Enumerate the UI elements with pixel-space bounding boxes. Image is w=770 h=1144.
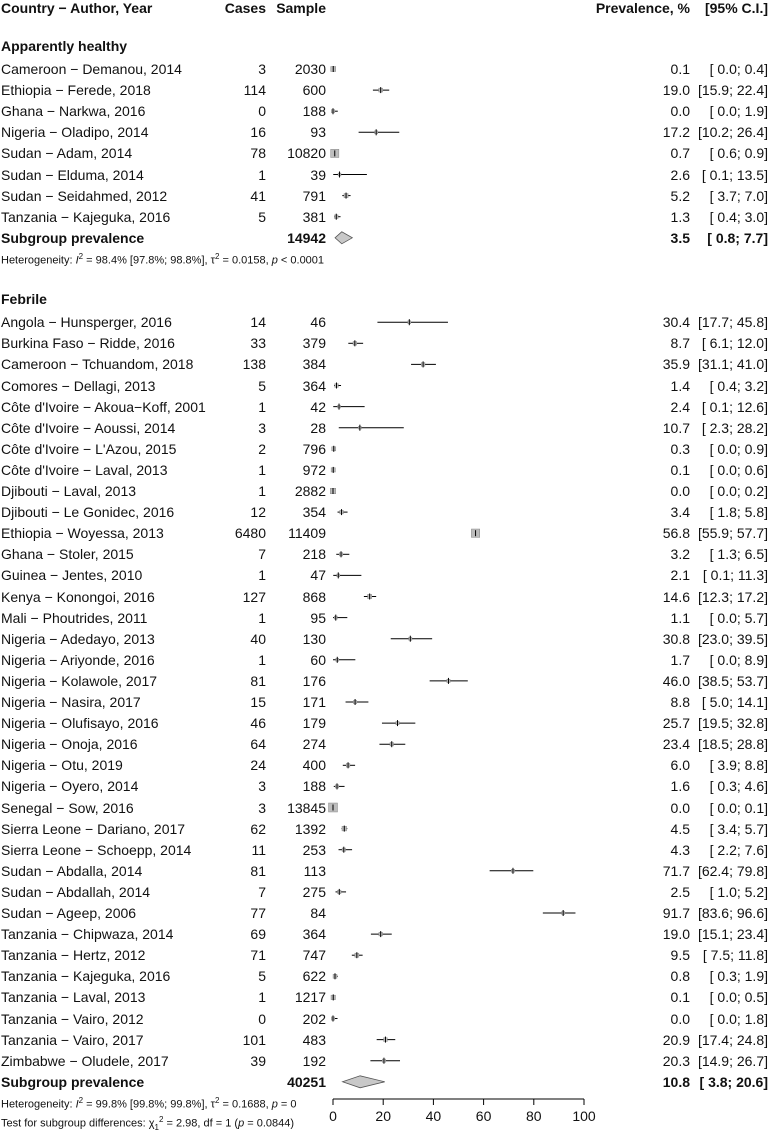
cases-value: 1	[258, 166, 266, 183]
study-label: Tanzania − Vairo, 2017	[1, 1031, 144, 1048]
x-tick-label: 20	[375, 1108, 391, 1124]
cases-value: 40	[250, 630, 266, 647]
x-tick-label: 40	[425, 1108, 442, 1124]
ci-value: [55.9; 57.7]	[697, 525, 768, 542]
ci-value: [15.1; 23.4]	[697, 926, 768, 943]
subgroup-diamond	[343, 1076, 385, 1088]
prevalence-value: 0.1	[670, 461, 690, 478]
study-label: Djibouti − Laval, 2013	[1, 483, 137, 499]
study-label: Côte d'Ivoire − Laval, 2013	[1, 461, 168, 478]
sample-value: 364	[302, 377, 326, 394]
sample-value: 176	[302, 672, 326, 689]
cases-value: 7	[258, 883, 266, 900]
prevalence-value: 1.7	[670, 651, 690, 668]
study-label: Ethiopia − Ferede, 2018	[1, 82, 151, 99]
study-label: Tanzania − Kajeguka, 2016	[1, 208, 171, 225]
cases-value: 1	[258, 483, 266, 499]
study-label: Nigeria − Adedayo, 2013	[1, 630, 155, 647]
study-label: Tanzania − Hertz, 2012	[1, 947, 146, 964]
ci-value: [ 1.3; 6.5]	[709, 546, 768, 563]
prevalence-value: 0.0	[670, 1010, 690, 1027]
subgroup-test-text: Test for subgroup differences: $\chi_1^2 = 2.98$, df = 1 (p = 0.0844)	[1, 1115, 295, 1132]
ci-value: [ 7.5; 11.8]	[702, 947, 768, 964]
cases-value: 33	[250, 335, 266, 352]
study-label: Côte d'Ivoire − Akoua−Koff, 2001	[1, 398, 206, 415]
prevalence-value: 2.5	[670, 883, 690, 900]
ci-value: [23.0; 39.5]	[697, 630, 768, 647]
study-label: Tanzania − Laval, 2013	[1, 989, 146, 1006]
study-label: Guinea − Jentes, 2010	[1, 567, 143, 584]
prevalence-value: 0.8	[670, 968, 690, 985]
prevalence-value: 1.1	[670, 609, 690, 626]
study-label: Tanzania − Chipwaza, 2014	[1, 926, 174, 943]
study-label: Sudan − Ageep, 2006	[1, 905, 137, 921]
subgroup-ci: [ 3.8; 20.6]	[699, 1073, 768, 1090]
ci-value: [19.5; 32.8]	[697, 715, 768, 732]
sample-value: 400	[302, 757, 326, 774]
ci-value: [ 0.0; 8.9]	[709, 651, 768, 668]
cases-value: 1	[258, 609, 266, 626]
x-tick-label: 100	[572, 1108, 596, 1124]
ci-value: [38.5; 53.7]	[697, 672, 768, 689]
study-label: Nigeria − Nasira, 2017	[1, 694, 141, 710]
cases-value: 1	[258, 398, 266, 415]
cases-value: 81	[250, 862, 266, 879]
study-label: Nigeria − Otu, 2019	[1, 757, 123, 774]
cases-value: 14	[250, 314, 266, 331]
sample-value: 84	[310, 905, 326, 921]
ci-value: [ 3.9; 8.8]	[709, 757, 768, 774]
sample-value: 253	[302, 841, 326, 858]
prevalence-value: 1.6	[670, 778, 690, 795]
prevalence-value: 10.7	[662, 419, 690, 436]
study-label: Ghana − Narkwa, 2016	[1, 103, 146, 120]
cases-value: 114	[243, 82, 266, 99]
study-label: Nigeria − Oyero, 2014	[1, 778, 139, 795]
study-label: Nigeria − Oladipo, 2014	[1, 124, 149, 141]
sample-value: 192	[302, 1052, 326, 1069]
study-label: Nigeria − Ariyonde, 2016	[1, 651, 155, 668]
cases-value: 41	[250, 187, 266, 204]
prevalence-value: 3.2	[670, 546, 690, 563]
ci-value: [ 2.2; 7.6]	[709, 841, 768, 858]
cases-value: 1	[258, 567, 266, 584]
prevalence-value: 4.5	[670, 820, 690, 837]
sample-value: 188	[302, 778, 326, 795]
header-study: Country − Author, Year	[1, 0, 153, 16]
study-label: Cameroon − Demanou, 2014	[1, 61, 182, 77]
ci-value: [ 0.0; 0.4]	[709, 61, 768, 77]
sample-value: 483	[302, 1031, 326, 1048]
cases-value: 46	[250, 715, 266, 732]
prevalence-value: 19.0	[662, 82, 690, 99]
study-label: Ghana − Stoler, 2015	[1, 546, 134, 563]
ci-value: [ 0.0; 0.2]	[709, 483, 768, 499]
ci-value: [ 0.1; 12.6]	[701, 398, 768, 415]
prevalence-value: 0.1	[670, 61, 690, 77]
sample-value: 10820	[287, 145, 326, 162]
prevalence-value: 23.4	[662, 736, 690, 753]
study-label: Côte d'Ivoire − L'Azou, 2015	[1, 440, 177, 457]
prevalence-value: 46.0	[662, 672, 690, 689]
subgroup-title: Apparently healthy	[1, 38, 128, 54]
prevalence-value: 3.4	[670, 504, 690, 521]
ci-value: [ 3.4; 5.7]	[709, 820, 768, 837]
subgroup-prevalence: 10.8	[662, 1073, 690, 1090]
cases-value: 3	[258, 419, 266, 436]
prevalence-value: 19.0	[662, 926, 690, 943]
cases-value: 62	[250, 820, 266, 837]
ci-value: [31.1; 41.0]	[697, 356, 768, 373]
cases-value: 3	[258, 61, 266, 77]
x-tick-label: 80	[526, 1108, 542, 1124]
sample-value: 60	[310, 651, 326, 668]
sample-value: 274	[302, 736, 326, 753]
ci-value: [ 0.1; 11.3]	[702, 567, 768, 584]
cases-value: 5	[258, 377, 266, 394]
ci-value: [ 0.0; 0.6]	[709, 461, 768, 478]
ci-value: [ 0.4; 3.2]	[709, 377, 768, 394]
prevalence-value: 0.0	[670, 103, 690, 120]
sample-value: 972	[302, 461, 326, 478]
sample-value: 202	[302, 1010, 326, 1027]
sample-value: 93	[310, 124, 326, 141]
ci-value: [15.9; 22.4]	[697, 82, 768, 99]
ci-value: [17.4; 24.8]	[697, 1031, 768, 1048]
heterogeneity-text: Heterogeneity: $I^2 = 98.4\%$ [97.8%; 98.8%], $\tau^2 = 0.0158$, p < 0.0001	[1, 251, 325, 267]
cases-value: 78	[250, 145, 266, 162]
sample-value: 47	[310, 567, 326, 584]
cases-value: 1	[258, 461, 266, 478]
heterogeneity-text: Heterogeneity: $I^2 = 99.8\%$ [99.8%; 99.8%], $\tau^2 = 0.1688$, p = 0	[1, 1095, 297, 1111]
subgroup-prevalence: 3.5	[670, 229, 690, 246]
sample-value: 113	[303, 862, 326, 879]
cases-value: 0	[258, 103, 266, 120]
prevalence-value: 14.6	[662, 588, 690, 605]
sample-value: 747	[302, 947, 326, 964]
ci-value: [ 0.0; 1.8]	[709, 1010, 768, 1027]
sample-value: 796	[302, 440, 326, 457]
prevalence-value: 2.6	[670, 166, 690, 183]
prevalence-value: 25.7	[662, 715, 690, 732]
ci-value: [ 0.6; 0.9]	[709, 145, 768, 162]
sample-value: 622	[302, 968, 326, 985]
ci-value: [ 0.3; 4.6]	[709, 778, 768, 795]
ci-value: [ 3.7; 7.0]	[709, 187, 768, 204]
cases-value: 3	[258, 799, 266, 816]
ci-value: [ 5.0; 14.1]	[701, 694, 768, 710]
header-sample: Sample	[276, 0, 326, 16]
ci-value: [ 0.0; 5.7]	[709, 609, 768, 626]
sample-value: 1217	[294, 989, 326, 1006]
sample-value: 46	[310, 314, 326, 331]
study-label: Angola − Hunsperger, 2016	[1, 314, 172, 331]
study-label: Tanzania − Kajeguka, 2016	[1, 968, 171, 985]
cases-value: 1	[258, 651, 266, 668]
cases-value: 7	[258, 546, 266, 563]
sample-value: 188	[302, 103, 326, 120]
subgroup-sample: 40251	[287, 1073, 326, 1090]
header-prevalence: Prevalence, %	[595, 0, 690, 16]
prevalence-value: 30.8	[662, 630, 690, 647]
prevalence-value: 8.7	[670, 335, 690, 352]
cases-value: 0	[258, 1010, 266, 1027]
sample-value: 218	[302, 546, 326, 563]
prevalence-value: 0.3	[670, 440, 690, 457]
cases-value: 81	[250, 672, 266, 689]
study-label: Ethiopia − Woyessa, 2013	[1, 525, 164, 542]
prevalence-value: 1.4	[670, 377, 690, 394]
prevalence-value: 91.7	[662, 905, 690, 921]
study-label: Sudan − Abdalla, 2014	[1, 862, 143, 879]
cases-value: 12	[250, 504, 266, 521]
x-tick-label: 0	[329, 1108, 337, 1124]
sample-value: 42	[310, 398, 326, 415]
cases-value: 1	[258, 989, 266, 1006]
ci-value: [ 2.3; 28.2]	[701, 419, 768, 436]
ci-value: [ 1.8; 5.8]	[709, 504, 768, 521]
prevalence-value: 0.0	[670, 799, 690, 816]
study-label: Tanzania − Vairo, 2012	[1, 1010, 144, 1027]
ci-value: [83.6; 96.6]	[697, 905, 768, 921]
sample-value: 364	[302, 926, 326, 943]
prevalence-value: 8.8	[670, 694, 690, 710]
cases-value: 39	[250, 1052, 266, 1069]
ci-value: [ 6.1; 12.0]	[701, 335, 768, 352]
prevalence-value: 1.3	[670, 208, 690, 225]
sample-value: 171	[302, 694, 326, 710]
prevalence-value: 17.2	[662, 124, 690, 141]
sample-value: 130	[302, 630, 326, 647]
cases-value: 15	[250, 694, 266, 710]
prevalence-value: 0.0	[670, 483, 690, 499]
cases-value: 77	[250, 905, 266, 921]
study-label: Nigeria − Onoja, 2016	[1, 736, 138, 753]
cases-value: 5	[258, 968, 266, 985]
cases-value: 71	[250, 947, 266, 964]
cases-value: 16	[250, 124, 266, 141]
study-label: Sudan − Adam, 2014	[1, 145, 133, 162]
study-label: Sudan − Seidahmed, 2012	[1, 187, 168, 204]
study-label: Zimbabwe − Oludele, 2017	[1, 1052, 169, 1069]
prevalence-value: 35.9	[662, 356, 690, 373]
ci-value: [ 0.3; 1.9]	[709, 968, 768, 985]
sample-value: 2882	[294, 483, 326, 499]
study-label: Sudan − Elduma, 2014	[1, 166, 144, 183]
cases-value: 24	[250, 757, 266, 774]
sample-value: 95	[310, 609, 326, 626]
cases-value: 5	[258, 208, 266, 225]
prevalence-value: 20.3	[662, 1052, 690, 1069]
ci-value: [ 0.0; 0.5]	[709, 989, 768, 1006]
sample-value: 179	[302, 715, 326, 732]
header-cases: Cases	[224, 0, 266, 16]
sample-value: 11409	[288, 525, 326, 542]
cases-value: 69	[250, 926, 266, 943]
study-label: Côte d'Ivoire − Aoussi, 2014	[1, 419, 176, 436]
sample-value: 381	[302, 208, 326, 225]
sample-value: 384	[302, 356, 326, 373]
sample-value: 354	[302, 504, 326, 521]
prevalence-value: 9.5	[670, 947, 690, 964]
sample-value: 275	[302, 883, 326, 900]
cases-value: 127	[242, 588, 266, 605]
cases-value: 64	[250, 736, 266, 753]
cases-value: 2	[258, 440, 266, 457]
study-label: Burkina Faso − Ridde, 2016	[1, 335, 175, 352]
study-label: Cameroon − Tchuandom, 2018	[1, 356, 194, 373]
sample-value: 39	[310, 166, 326, 183]
ci-value: [ 0.1; 13.5]	[701, 166, 768, 183]
ci-value: [10.2; 26.4]	[697, 124, 768, 141]
subgroup-title: Febrile	[1, 291, 47, 307]
cases-value: 11	[251, 841, 266, 858]
subgroup-label: Subgroup prevalence	[1, 229, 145, 246]
study-label: Sierra Leone − Dariano, 2017	[1, 820, 186, 837]
study-label: Senegal − Sow, 2016	[1, 799, 134, 816]
cases-value: 138	[242, 356, 266, 373]
sample-value: 28	[310, 419, 326, 436]
sample-value: 2030	[294, 61, 326, 77]
cases-value: 101	[242, 1031, 266, 1048]
sample-value: 13845	[287, 799, 326, 816]
subgroup-sample: 14942	[287, 229, 326, 246]
ci-value: [ 1.0; 5.2]	[709, 883, 768, 900]
ci-value: [62.4; 79.8]	[697, 862, 768, 879]
ci-value: [17.7; 45.8]	[697, 314, 768, 331]
ci-value: [14.9; 26.7]	[697, 1052, 768, 1069]
sample-value: 379	[302, 335, 326, 352]
ci-value: [12.3; 17.2]	[697, 588, 768, 605]
study-label: Nigeria − Olufisayo, 2016	[1, 715, 159, 732]
header-ci: [95% C.I.]	[704, 0, 768, 16]
study-label: Sierra Leone − Schoepp, 2014	[1, 841, 192, 858]
study-label: Mali − Phoutrides, 2011	[1, 609, 148, 626]
prevalence-value: 4.3	[670, 841, 690, 858]
prevalence-value: 30.4	[662, 314, 690, 331]
study-label: Djibouti − Le Gonidec, 2016	[1, 504, 175, 521]
prevalence-value: 5.2	[670, 187, 690, 204]
ci-value: [ 0.0; 0.1]	[709, 799, 768, 816]
subgroup-diamond	[335, 232, 352, 244]
x-tick-label: 60	[475, 1108, 492, 1124]
subgroup-label: Subgroup prevalence	[1, 1073, 145, 1090]
sample-value: 868	[302, 588, 326, 605]
ci-value: [18.5; 28.8]	[697, 736, 768, 753]
ci-value: [ 0.0; 0.9]	[709, 440, 768, 457]
sample-value: 1392	[294, 820, 326, 837]
study-label: Comores − Dellagi, 2013	[1, 377, 156, 394]
prevalence-value: 71.7	[662, 862, 690, 879]
prevalence-value: 2.1	[670, 567, 690, 584]
prevalence-value: 2.4	[670, 398, 690, 415]
sample-value: 791	[302, 187, 326, 204]
sample-value: 600	[302, 82, 326, 99]
subgroup-ci: [ 0.8; 7.7]	[707, 229, 768, 246]
cases-value: 6480	[234, 525, 266, 542]
study-label: Kenya − Konongoi, 2016	[1, 588, 155, 605]
prevalence-value: 56.8	[662, 525, 690, 542]
prevalence-value: 0.1	[670, 989, 690, 1006]
prevalence-value: 20.9	[662, 1031, 690, 1048]
ci-value: [ 0.0; 1.9]	[709, 103, 768, 120]
ci-value: [ 0.4; 3.0]	[709, 208, 768, 225]
prevalence-value: 0.7	[670, 145, 690, 162]
cases-value: 3	[258, 778, 266, 795]
study-label: Sudan − Abdallah, 2014	[1, 883, 151, 900]
prevalence-value: 6.0	[670, 757, 690, 774]
study-label: Nigeria − Kolawole, 2017	[1, 672, 158, 689]
